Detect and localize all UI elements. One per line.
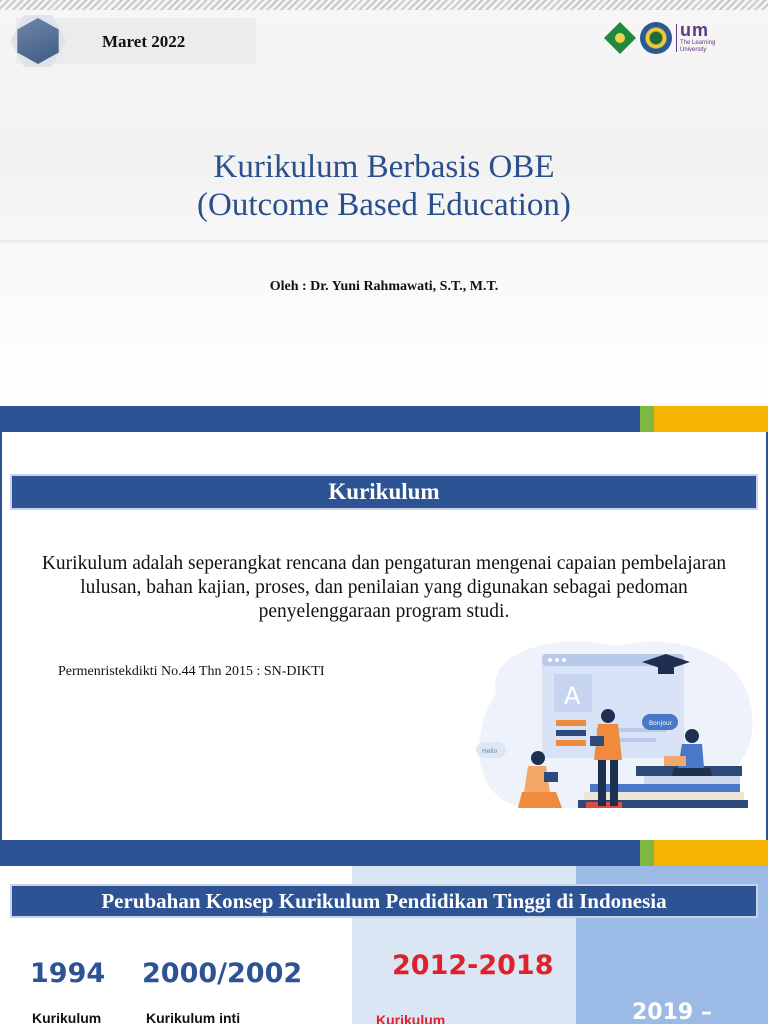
slide-header-bar	[0, 406, 768, 432]
hexagon-icon	[10, 14, 66, 68]
illustration-letter: A	[564, 682, 581, 710]
timeline-year: 2019 –	[632, 1000, 712, 1024]
bubble-right-text: Bonjour	[649, 720, 673, 727]
title-line-2: (Outcome Based Education)	[197, 187, 571, 223]
timeline-label: Kurikulum	[376, 1012, 446, 1024]
citation-text: Permenristekdikti No.44 Thn 2015 : SN-DIKTI	[58, 664, 325, 679]
um-tagline: The Learning University	[680, 40, 716, 53]
timeline-slide	[0, 840, 768, 1024]
title-divider	[0, 240, 768, 246]
timeline-year: 1994	[30, 958, 106, 989]
timeline-label: Kurikulum	[32, 1010, 102, 1024]
section-heading: Perubahan Konsep Kurikulum Pendidikan Tinggi di Indonesia	[10, 884, 758, 918]
title-line-1: Kurikulum Berbasis OBE	[213, 149, 555, 185]
logo-divider	[676, 24, 677, 52]
author-line: Oleh : Dr. Yuni Rahmawati, S.T., M.T.	[269, 279, 499, 294]
ministry-logo-icon	[604, 22, 636, 54]
presentation-title	[0, 148, 768, 224]
university-seal-icon	[640, 22, 672, 54]
timeline-label: Kurikulum inti	[146, 1010, 241, 1024]
slide-date: Maret 2022	[102, 32, 186, 51]
decorative-stripe	[0, 0, 768, 10]
students-illustration	[466, 632, 758, 816]
um-wordmark: um	[680, 20, 709, 40]
section-heading: Kurikulum	[10, 474, 758, 510]
bubble-left-text: Hello	[482, 748, 498, 755]
institution-logos	[600, 18, 730, 58]
definition-text: Kurikulum adalah seperangkat rencana dan pengaturan mengenai capaian pembelajaran lulusan, bahan kajian, proses, dan penilaian yang digunakan sebagai pedoman penyelenggaraan program studi.	[41, 553, 727, 622]
definition-slide	[0, 406, 768, 840]
title-slide	[0, 0, 768, 406]
slide-header-bar	[0, 840, 768, 866]
timeline-year: 2000/2002	[142, 958, 303, 989]
timeline-year: 2012-2018	[392, 950, 554, 981]
